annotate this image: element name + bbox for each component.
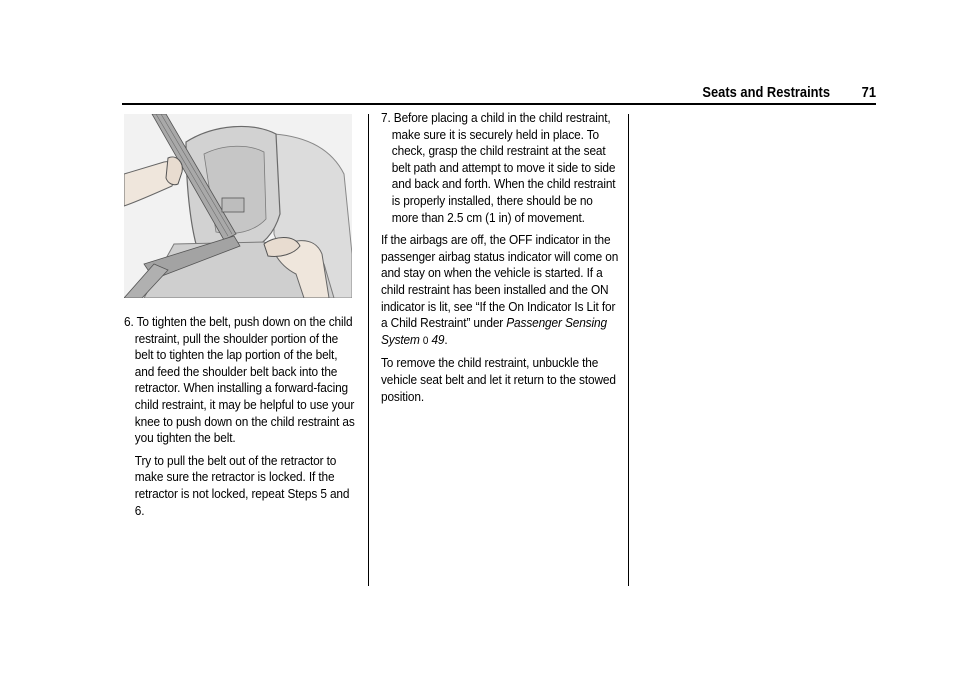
page-reference-number[interactable]: 49 bbox=[431, 331, 445, 347]
column-divider-left bbox=[368, 114, 369, 586]
sentence-end: . bbox=[444, 331, 448, 347]
header-rule bbox=[122, 103, 876, 105]
remove-restraint-paragraph: To remove the child restraint, unbuckle the vehicle seat belt and let it return to the stowed position. bbox=[381, 355, 616, 404]
airbag-indicator-text: If the airbags are off, the OFF indicator in the passenger airbag status indicator will come on and stay on when the vehicle is started. If a child restraint has been installed and the ON indicator is lit, see “If the On Indicator Is Lit for a Child Restraint” under bbox=[381, 232, 619, 331]
page-number: 71 bbox=[861, 84, 876, 101]
page-header-title: Seats and Restraints bbox=[702, 84, 830, 101]
column-1-text bbox=[124, 314, 360, 519]
page-reference-arrow-icon: 0 bbox=[422, 334, 429, 347]
column-divider-right bbox=[628, 114, 629, 586]
child-restraint-belt-tightening-illustration-icon bbox=[124, 114, 352, 298]
step-6: 6. To tighten the belt, push down on the child restraint, pull the shoulder portion of the belt to tighten the lap portion of the belt, and feed the shoulder belt back into the retractor. When installing a forward-facing child restraint, it may be helpful to use your knee to push down on the child restraint as you tighten the belt. bbox=[124, 314, 355, 446]
child-restraint-illustration bbox=[124, 114, 352, 298]
step-7: 7. Before placing a child in the child restraint, make sure it is securely held in place. To check, grasp the child restraint at the seat belt path and attempt to move it side to side and back and forth. When the child restraint is properly installed, there should be no more than 2.5 cm (1 in) of movement. bbox=[381, 110, 616, 225]
step-6-followup: Try to pull the belt out of the retractor to make sure the retractor is locked. If the retractor is not locked, repeat Steps 5 and 6. bbox=[134, 452, 350, 518]
passenger-sensing-system-link[interactable]: Passenger Sensing System bbox=[381, 315, 607, 347]
airbag-indicator-paragraph bbox=[381, 232, 619, 349]
column-2-text bbox=[381, 110, 619, 411]
